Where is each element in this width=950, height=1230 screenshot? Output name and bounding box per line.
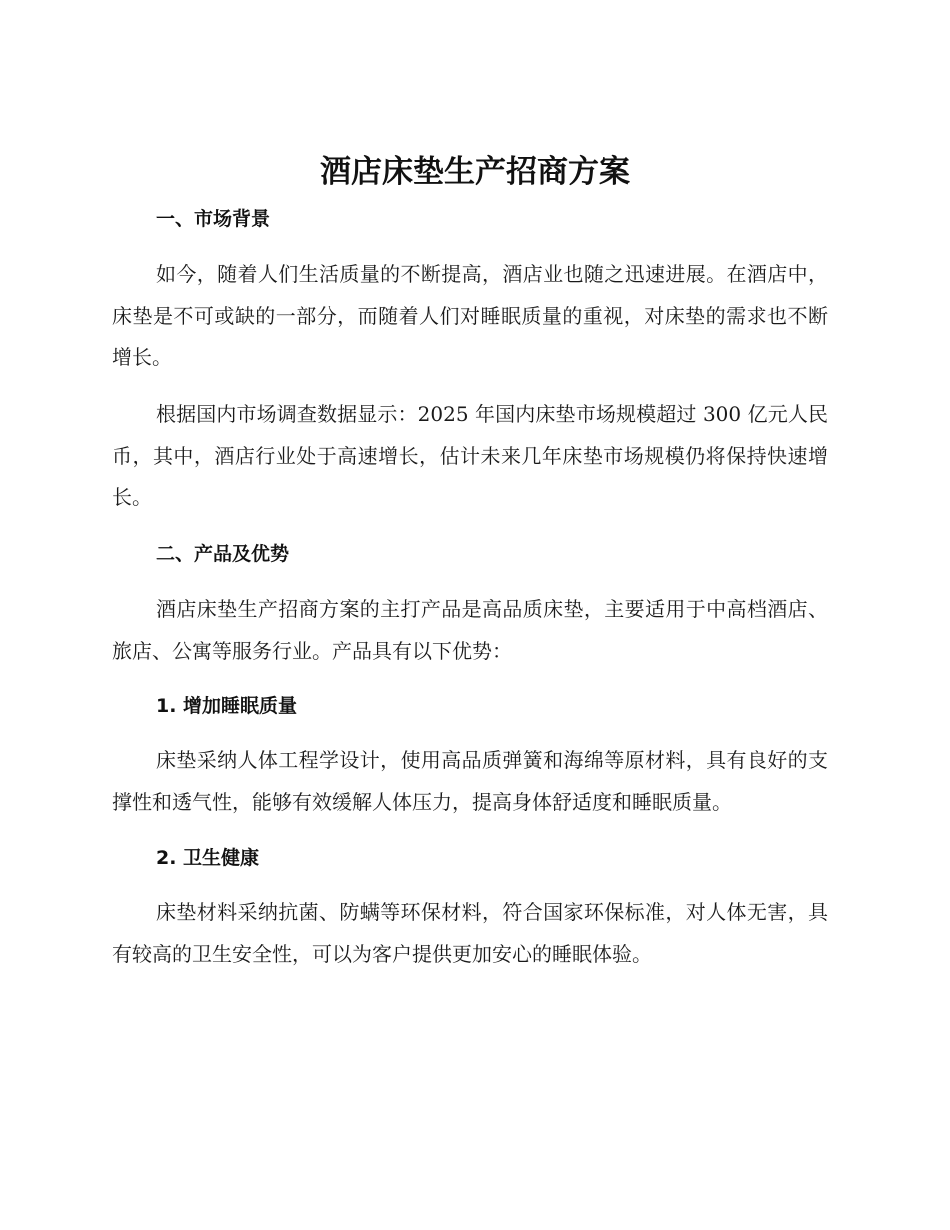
section-heading-market-background: 一、市场背景	[156, 208, 271, 230]
paragraph-hygiene-health: 床垫材料采纳抗菌、防螨等环保材料，符合国家环保标准，对人体无害，具有较高的卫生安全性，可以为客户提供更加安心的睡眠体验。	[112, 900, 828, 966]
paragraph-market-intro: 如今，随着人们生活质量的不断提高，酒店业也随之迅速进展。在酒店中，床垫是不可或缺的一部分，而随着人们对睡眠质量的重视，对床垫的需求也不断增长。	[112, 262, 828, 369]
paragraph-sleep-quality: 床垫采纳人体工程学设计，使用高品质弹簧和海绵等原材料，具有良好的支撑性和透气性，能够有效缓解人体压力，提高身体舒适度和睡眠质量。	[112, 748, 828, 814]
document-title: 酒店床垫生产招商方案	[320, 154, 630, 190]
paragraph-product-intro: 酒店床垫生产招商方案的主打产品是高品质床垫，主要适用于中高档酒店、旅店、公寓等服务行业。产品具有以下优势：	[112, 597, 828, 663]
subsection-heading-sleep-quality: 1. 增加睡眠质量	[156, 695, 298, 717]
paragraph-market-data: 根据国内市场调查数据显示：2025 年国内床垫市场规模超过 300 亿元人民币，其中，酒店行业处于高速增长，估计未来几年床垫市场规模仍将保持快速增长。	[112, 402, 828, 509]
section-heading-product-advantages: 二、产品及优势	[156, 543, 290, 565]
subsection-heading-hygiene-health: 2. 卫生健康	[156, 847, 260, 869]
